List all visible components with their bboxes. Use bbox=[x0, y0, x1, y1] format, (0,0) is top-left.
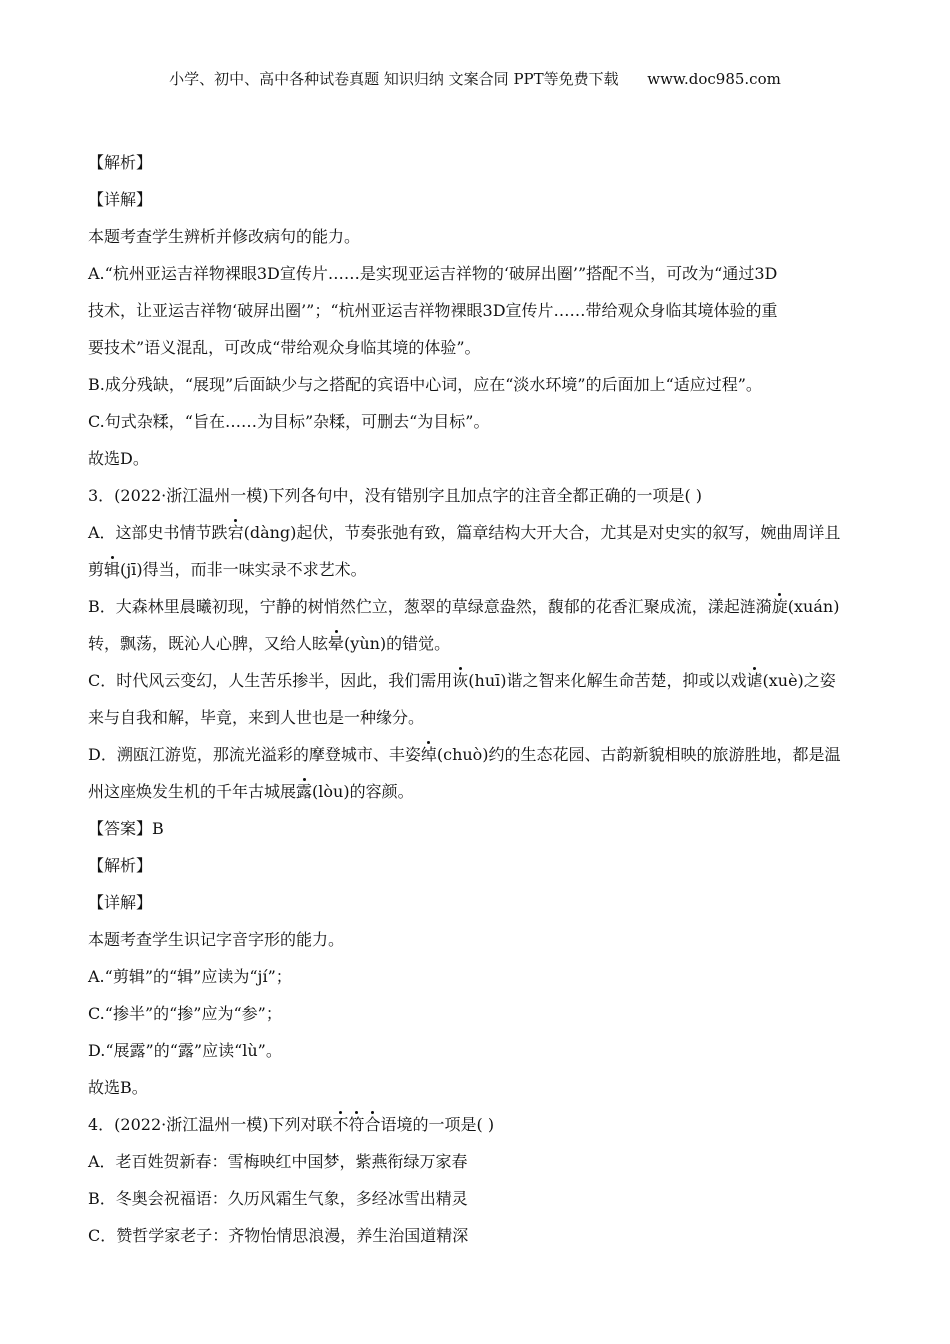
text-segment: (xuán) bbox=[787, 597, 840, 616]
emphasis-dot-char: 辑 bbox=[104, 560, 121, 579]
text-line bbox=[88, 1114, 868, 1151]
emphasis-dot-char: 旋 bbox=[771, 597, 788, 616]
text-line bbox=[88, 596, 868, 633]
page-header: 小学、初中、高中各种试卷真题 知识归纳 文案合同 PPT等免费下载 www.doc985.com bbox=[169, 70, 781, 88]
text-segment: 语境的一项是( ) bbox=[380, 1115, 495, 1134]
emphasis-dot-char: 合 bbox=[364, 1115, 381, 1134]
text-segment: (chuò)约的生态花园、古韵新貌相映的旅游胜地，都是温 bbox=[436, 745, 841, 764]
text-line bbox=[88, 485, 868, 522]
text-segment: 剪 bbox=[88, 560, 105, 579]
text-segment: 来与自我和解，毕竟，来到人世也是一种缘分。 bbox=[88, 708, 425, 727]
text-segment: 故选B。 bbox=[88, 1078, 148, 1097]
text-line bbox=[88, 707, 868, 744]
text-line bbox=[88, 966, 868, 1003]
emphasis-dot-char: 诙 bbox=[452, 671, 469, 690]
text-segment: 【解析】 bbox=[88, 856, 153, 875]
text-line bbox=[88, 522, 868, 559]
text-segment: A．老百姓贺新春：雪梅映红中国梦，紫燕衔绿万家春 bbox=[88, 1152, 468, 1171]
document-body bbox=[88, 152, 868, 1262]
emphasis-dot-char: 绰 bbox=[420, 745, 437, 764]
text-line bbox=[88, 448, 868, 485]
text-segment: 本题考查学生辨析并修改病句的能力。 bbox=[88, 227, 361, 246]
text-segment: 4．(2022·浙江温州一模)下列对联 bbox=[88, 1115, 333, 1134]
text-line bbox=[88, 744, 868, 781]
text-segment: C.“掺半”的“掺”应为“参”； bbox=[88, 1004, 282, 1023]
text-segment: 【详解】 bbox=[88, 893, 153, 912]
text-segment: C.句式杂糅，“旨在……为目标”杂糅，可删去“为目标”。 bbox=[88, 412, 490, 431]
text-line bbox=[88, 633, 868, 670]
text-line bbox=[88, 892, 868, 929]
text-segment: 技术，让亚运吉祥物‘破屏出圈’”；“杭州亚运吉祥物裸眼3D宣传片……带给观众身临其境体验的重 bbox=[88, 301, 778, 320]
text-segment: C．赞哲学家老子：齐物怡情思浪漫，养生治国道精深 bbox=[88, 1226, 469, 1245]
text-line bbox=[88, 374, 868, 411]
text-line bbox=[88, 855, 868, 892]
text-line bbox=[88, 1151, 868, 1188]
emphasis-dot-char: 晕 bbox=[328, 634, 345, 653]
text-line bbox=[88, 670, 868, 707]
text-segment: (xuè)之姿 bbox=[762, 671, 836, 690]
emphasis-dot-char: 不 bbox=[332, 1115, 349, 1134]
text-segment: (lòu)的容颜。 bbox=[312, 782, 414, 801]
text-segment: 【详解】 bbox=[88, 190, 153, 209]
text-segment: D．溯瓯江游览，那流光溢彩的摩登城市、丰姿 bbox=[88, 745, 421, 764]
text-segment: 3．(2022·浙江温州一模)下列各句中，没有错别字且加点字的注音全都正确的一项是( ) bbox=[88, 486, 703, 505]
text-segment: B．冬奥会祝福语：久历风霜生气象，多经冰雪出精灵 bbox=[88, 1189, 468, 1208]
text-segment: 【解析】 bbox=[88, 153, 153, 172]
emphasis-dot-char: 露 bbox=[296, 782, 313, 801]
text-segment: B.成分残缺，“展现”后面缺少与之搭配的宾语中心词，应在“淡水环境”的后面加上“适应过程”。 bbox=[88, 375, 762, 394]
text-segment: (dàng)起伏，节奏张弛有致，篇章结构大开大合，尤其是对史实的叙写，婉曲周详且 bbox=[243, 523, 841, 542]
text-segment: A.“杭州亚运吉祥物裸眼3D宣传片……是实现亚运吉祥物的‘破屏出圈’”搭配不当，可改为“通过3D bbox=[88, 264, 778, 283]
text-line bbox=[88, 226, 868, 263]
text-segment: (jī)得当，而非一味实录不求艺术。 bbox=[120, 560, 367, 579]
text-segment: 要技术”语义混乱，可改成“带给观众身临其境的体验”。 bbox=[88, 338, 481, 357]
text-segment: 故选D。 bbox=[88, 449, 149, 468]
text-line bbox=[88, 781, 868, 818]
text-line bbox=[88, 929, 868, 966]
text-segment: B．大森林里晨曦初现，宁静的树悄然伫立，葱翠的草绿意盎然，馥郁的花香汇聚成流，漾起涟漪 bbox=[88, 597, 772, 616]
text-line bbox=[88, 1077, 868, 1114]
text-segment: A.“剪辑”的“辑”应读为“jí”； bbox=[88, 967, 292, 986]
text-line bbox=[88, 337, 868, 374]
emphasis-dot-char: 谑 bbox=[746, 671, 763, 690]
text-line bbox=[88, 1040, 868, 1077]
text-segment: 【答案】B bbox=[88, 819, 164, 838]
text-line bbox=[88, 1225, 868, 1262]
emphasis-dot-char: 宕 bbox=[227, 523, 244, 542]
text-segment: 州这座焕发生机的千年古城展 bbox=[88, 782, 297, 801]
text-line bbox=[88, 818, 868, 855]
text-segment: 本题考查学生识记字音字形的能力。 bbox=[88, 930, 345, 949]
text-line bbox=[88, 1003, 868, 1040]
text-segment: (huī)谐之智来化解生命苦楚，抑或以戏 bbox=[468, 671, 747, 690]
text-segment: A．这部史书情节跌 bbox=[88, 523, 228, 542]
text-line bbox=[88, 559, 868, 596]
text-line bbox=[88, 300, 868, 337]
text-line bbox=[88, 411, 868, 448]
text-segment: D.“展露”的“露”应读“lù”。 bbox=[88, 1041, 282, 1060]
text-segment: C．时代风云变幻，人生苦乐掺半，因此，我们需用 bbox=[88, 671, 453, 690]
text-line bbox=[88, 189, 868, 226]
text-line bbox=[88, 152, 868, 189]
emphasis-dot-char: 符 bbox=[348, 1115, 365, 1134]
text-segment: 转，飘荡，既沁人心脾，又给人眩 bbox=[88, 634, 329, 653]
text-line bbox=[88, 1188, 868, 1225]
text-line bbox=[88, 263, 868, 300]
text-segment: (yùn)的错觉。 bbox=[344, 634, 451, 653]
